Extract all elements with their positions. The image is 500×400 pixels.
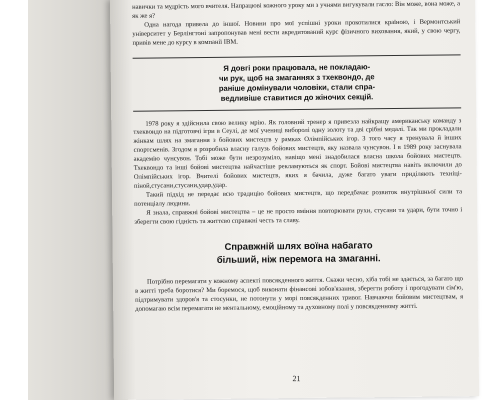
pull-quote-line: Я довгі роки працювала, не покладаю- bbox=[223, 61, 371, 73]
pull-quote-line: ведливіше ставитися до жіночих секцій. bbox=[220, 91, 374, 103]
page-number: 21 bbox=[292, 374, 301, 384]
section-heading bbox=[135, 238, 463, 267]
pull-quote-line: раніше домінували чоловіки, стали спра- bbox=[218, 81, 376, 93]
section-heading-line: більший, ніж перемога на змаганні. bbox=[216, 252, 381, 266]
body-paragraph: Я знала, справжні бойові мистецтва – це не просто вміння повторювати рухи, стусани та удари, бути точно і зберегти свою гідність та життєво справжні честь та славу. bbox=[134, 205, 463, 226]
body-paragraph: навички та мудрість мого вчителя. Напрацюві кожного уроку ми з учнями вигукували гасло: Він може, вона може, а як же я? bbox=[132, 0, 461, 20]
pull-quote-line: чи рук, щоб на змаганнях з тхеквондо, де bbox=[219, 71, 375, 83]
book-page bbox=[110, 0, 479, 400]
section-heading-line: Справжній шлях воїна набагато bbox=[224, 239, 373, 253]
body-paragraph: Одна нагода привела до іншої. Новини про мої успішні уроки прокотилися країною, і Вермонтський університет у Берлінгтоні запропонував мені вести акредитований курс фізичного виховання, який, у свою чергу, привів мене до курсу в компанії IBM. bbox=[132, 18, 461, 47]
body-paragraph: Такий підхід не передає всю традицію бойових мистецтв, що передбачає розвиток внутрішньої сили та потенціалу людини. bbox=[134, 188, 463, 208]
body-paragraph: 1978 року я здійснила свою велику мрію. Як головний тренер я привезла найкращу американську команду з тхеквондо на підготовчі ігри в Сеулі, де мої учениці виборолі одну золоту та дві срібні медалі. Так ми прокладали жінкам шлях на змагання з бойових мистецтв у рамках Олімпійських ігор. З того часу я тренувала й інших спортсменів. Згодом я розробила власну галузь бойових мистецтв, яку назвала чунсувон. І в 1989 року заснувала академію чунсувон. Тобі може бути незрозуміло, навіщо мені знадобилася власна школа бойових мистецтв. Тхеквондо та інші бойові мистецтва найчастіше рекламуються як спорт. Бойові мистецтва навіть включили до Олімпійських ігор. Вчителі бойових мистецтв, яких я бачила, дуже багато уваги приділяють техніці-піной,стусани,стусани,удар,удар. bbox=[133, 116, 462, 190]
page-content bbox=[132, 0, 463, 314]
body-paragraph: Потрібно перемагати у кожному аспекті повсякденного життя. Скажи чесно, хіба тобі не здається, за багато що в житті треба боротися? Ми боремося, щоб виконати фінансові зобов'язання, зберегти роботу і прогодувати сім'ю, підтримувати здоров'я та стосунки, не потонути у морі повсякденних тривог. Навчаючи бойовим мистецтвам, я допомагаю всім перемагати не ментальному, емоційному та духовному полі у повсякденному житті. bbox=[135, 275, 464, 313]
pull-quote bbox=[133, 54, 462, 111]
